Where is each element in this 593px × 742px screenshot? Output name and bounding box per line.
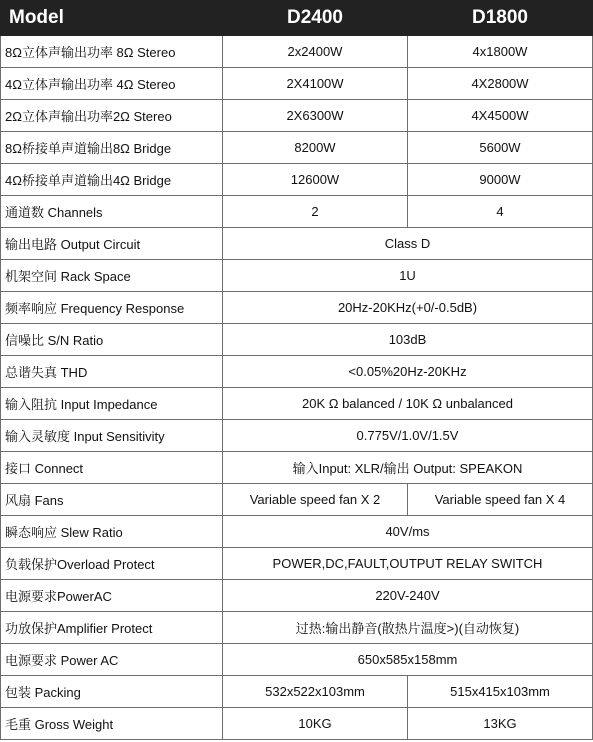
spec-row bbox=[1, 100, 593, 132]
spec-label: 频率响应 Frequency Response bbox=[1, 292, 223, 324]
spec-value-d2400: 2X4100W bbox=[223, 68, 408, 100]
spec-value-d1800: 9000W bbox=[408, 164, 593, 196]
spec-row bbox=[1, 36, 593, 68]
spec-row bbox=[1, 452, 593, 484]
spec-value-shared: <0.05%20Hz-20KHz bbox=[223, 356, 593, 388]
spec-value-shared: 103dB bbox=[223, 324, 593, 356]
spec-label: 2Ω立体声输出功率2Ω Stereo bbox=[1, 100, 223, 132]
spec-value-d1800: Variable speed fan X 4 bbox=[408, 484, 593, 516]
spec-value-shared: 220V-240V bbox=[223, 580, 593, 612]
spec-label: 输出电路 Output Circuit bbox=[1, 228, 223, 260]
spec-value-d1800: 4X4500W bbox=[408, 100, 593, 132]
spec-row bbox=[1, 228, 593, 260]
spec-value-d2400: 2 bbox=[223, 196, 408, 228]
spec-row bbox=[1, 164, 593, 196]
spec-label: 负载保护Overload Protect bbox=[1, 548, 223, 580]
spec-value-shared: 650x585x158mm bbox=[223, 644, 593, 676]
spec-value-shared: 40V/ms bbox=[223, 516, 593, 548]
spec-row bbox=[1, 260, 593, 292]
header-row bbox=[1, 1, 593, 36]
spec-row bbox=[1, 324, 593, 356]
spec-label: 风扇 Fans bbox=[1, 484, 223, 516]
spec-value-shared: POWER,DC,FAULT,OUTPUT RELAY SWITCH bbox=[223, 548, 593, 580]
spec-label: 瞬态响应 Slew Ratio bbox=[1, 516, 223, 548]
spec-value-d1800: 515x415x103mm bbox=[408, 676, 593, 708]
spec-label: 8Ω桥接单声道输出8Ω Bridge bbox=[1, 132, 223, 164]
spec-row bbox=[1, 196, 593, 228]
spec-value-shared: 过热:输出静音(散热片温度>)(自动恢复) bbox=[223, 612, 593, 644]
spec-row bbox=[1, 580, 593, 612]
spec-value-shared: 20K Ω balanced / 10K Ω unbalanced bbox=[223, 388, 593, 420]
spec-value-d2400: 2X6300W bbox=[223, 100, 408, 132]
spec-value-shared: 0.775V/1.0V/1.5V bbox=[223, 420, 593, 452]
spec-label: 功放保护Amplifier Protect bbox=[1, 612, 223, 644]
spec-row bbox=[1, 292, 593, 324]
spec-label: 输入阻抗 Input Impedance bbox=[1, 388, 223, 420]
spec-row bbox=[1, 676, 593, 708]
spec-value-shared: 输入Input: XLR/输出 Output: SPEAKON bbox=[223, 452, 593, 484]
spec-row bbox=[1, 644, 593, 676]
spec-row bbox=[1, 516, 593, 548]
spec-row bbox=[1, 548, 593, 580]
spec-label: 电源要求PowerAC bbox=[1, 580, 223, 612]
spec-value-d2400: Variable speed fan X 2 bbox=[223, 484, 408, 516]
spec-value-d1800: 13KG bbox=[408, 708, 593, 740]
model-header: Model bbox=[1, 1, 223, 36]
spec-row bbox=[1, 68, 593, 100]
spec-row bbox=[1, 132, 593, 164]
spec-label: 总谐失真 THD bbox=[1, 356, 223, 388]
spec-label: 8Ω立体声输出功率 8Ω Stereo bbox=[1, 36, 223, 68]
spec-value-d1800: 5600W bbox=[408, 132, 593, 164]
spec-row bbox=[1, 708, 593, 740]
spec-row bbox=[1, 484, 593, 516]
spec-row bbox=[1, 420, 593, 452]
spec-label: 输入灵敏度 Input Sensitivity bbox=[1, 420, 223, 452]
spec-label: 毛重 Gross Weight bbox=[1, 708, 223, 740]
spec-value-d2400: 532x522x103mm bbox=[223, 676, 408, 708]
spec-label: 接口 Connect bbox=[1, 452, 223, 484]
spec-label: 信噪比 S/N Ratio bbox=[1, 324, 223, 356]
d2400-header: D2400 bbox=[223, 1, 408, 36]
spec-label: 4Ω立体声输出功率 4Ω Stereo bbox=[1, 68, 223, 100]
spec-value-d2400: 10KG bbox=[223, 708, 408, 740]
spec-label: 通道数 Channels bbox=[1, 196, 223, 228]
spec-label: 机架空间 Rack Space bbox=[1, 260, 223, 292]
spec-value-d1800: 4x1800W bbox=[408, 36, 593, 68]
spec-value-d2400: 12600W bbox=[223, 164, 408, 196]
spec-value-d1800: 4 bbox=[408, 196, 593, 228]
spec-value-d2400: 8200W bbox=[223, 132, 408, 164]
spec-value-shared: 1U bbox=[223, 260, 593, 292]
spec-table-body bbox=[1, 1, 593, 740]
spec-row bbox=[1, 612, 593, 644]
spec-value-d2400: 2x2400W bbox=[223, 36, 408, 68]
spec-row bbox=[1, 388, 593, 420]
spec-label: 包装 Packing bbox=[1, 676, 223, 708]
spec-value-shared: 20Hz-20KHz(+0/-0.5dB) bbox=[223, 292, 593, 324]
spec-label: 4Ω桥接单声道输出4Ω Bridge bbox=[1, 164, 223, 196]
spec-row bbox=[1, 356, 593, 388]
spec-label: 电源要求 Power AC bbox=[1, 644, 223, 676]
spec-value-shared: Class D bbox=[223, 228, 593, 260]
spec-value-d1800: 4X2800W bbox=[408, 68, 593, 100]
d1800-header: D1800 bbox=[408, 1, 593, 36]
